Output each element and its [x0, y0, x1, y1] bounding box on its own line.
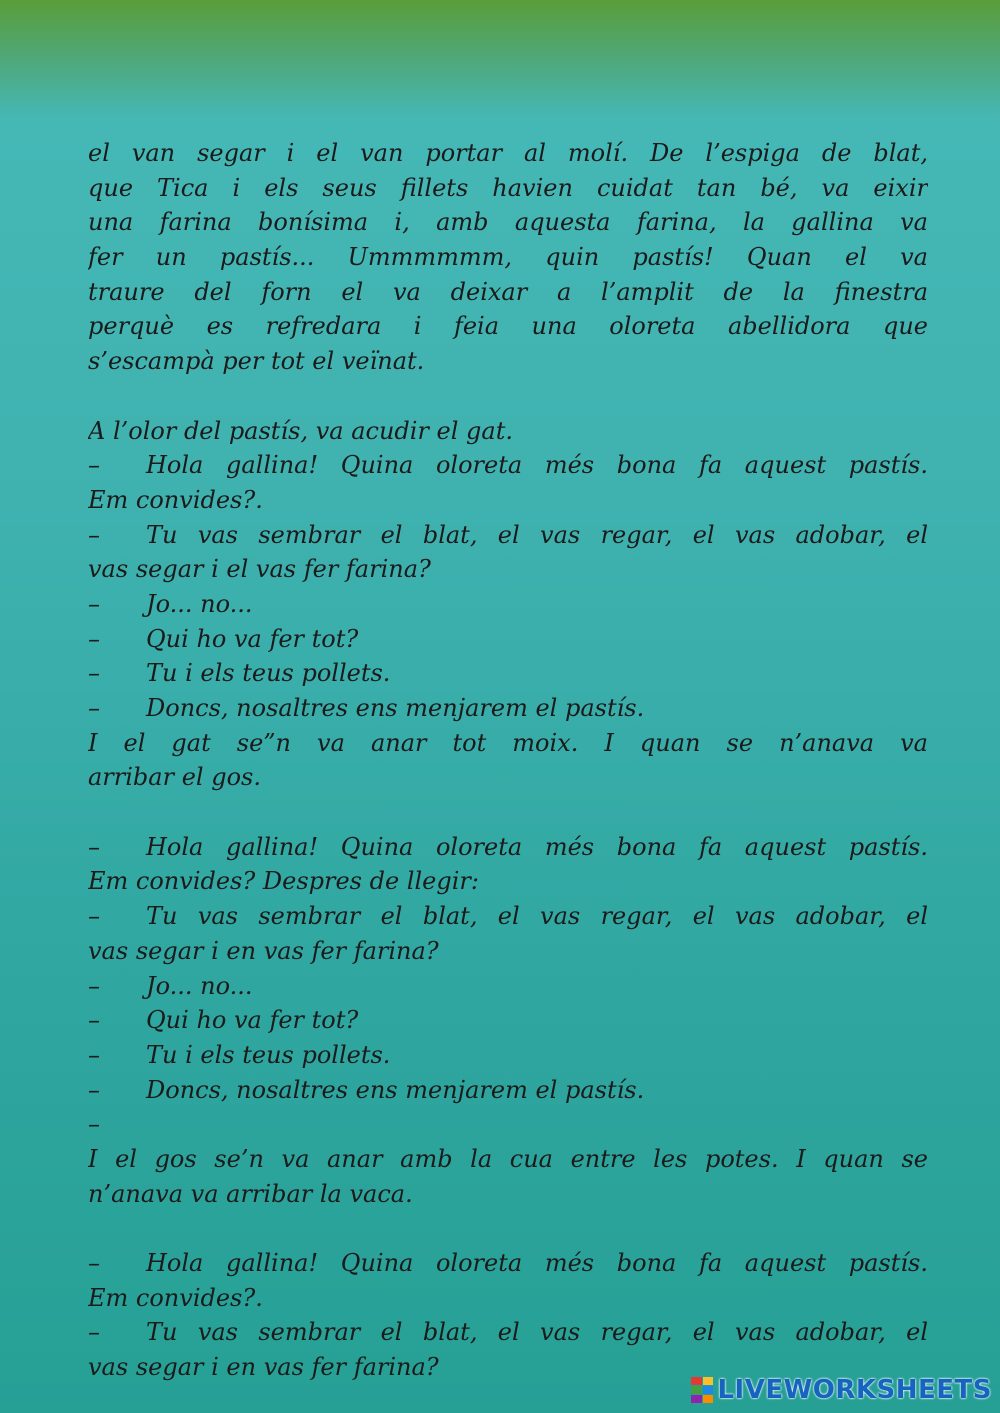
story-line-text: Hola gallina! Quina oloreta més bona fa aquest pastís. — [146, 1249, 928, 1277]
dialogue-dash: – — [88, 902, 100, 931]
story-line-text: Hola gallina! Quina oloreta més bona fa aquest pastís. — [146, 832, 928, 861]
story-line — [88, 1038, 928, 1073]
story-line — [88, 899, 928, 934]
story-line — [88, 934, 928, 969]
story-line-text: vas segar i en vas fer farina? — [88, 936, 439, 965]
blank-line — [88, 379, 928, 414]
story-line — [88, 830, 928, 865]
story-line-text: perquè es refredara i feia una oloreta abellidora que — [88, 312, 928, 341]
story-line-text: Qui ho va fer tot? — [146, 624, 359, 653]
dialogue-dash: – — [88, 659, 100, 688]
story-line-text: arribar el gos. — [88, 763, 261, 792]
story-line — [88, 587, 928, 622]
story-line — [88, 414, 928, 449]
story-line — [88, 1003, 928, 1038]
story-line — [88, 1142, 928, 1177]
story-line-text: el van segar i el van portar al molí. De l’espiga de blat, — [88, 139, 928, 167]
dialogue-dash: – — [88, 1040, 100, 1069]
story-line — [88, 622, 928, 657]
story-line — [88, 518, 928, 553]
story-line-text: una farina bonísima i, amb aquesta farina, la gallina va — [88, 208, 928, 237]
dialogue-dash: – — [88, 1075, 100, 1104]
story-line — [88, 1315, 928, 1350]
story-line — [88, 483, 928, 518]
story-line-text: Tu vas sembrar el blat, el vas regar, el vas adobar, el — [146, 1318, 928, 1347]
story-line-text: Doncs, nosaltres ens menjarem el pastís. — [146, 1075, 645, 1104]
story-line — [88, 1107, 928, 1142]
blank-line — [88, 795, 928, 830]
story-line — [88, 691, 928, 726]
dialogue-dash: – — [88, 1318, 100, 1347]
story-line-text: que Tica i els seus fillets havien cuidat tan bé, va eixir — [88, 173, 928, 202]
story-line — [88, 275, 928, 310]
story-line — [88, 171, 928, 206]
blank-line — [88, 1211, 928, 1246]
story-line-text: Tu i els teus pollets. — [146, 659, 391, 688]
story-line — [88, 656, 928, 691]
story-line-text: Em convides? Despres de llegir: — [88, 867, 479, 896]
story-line — [88, 309, 928, 344]
story-line — [88, 864, 928, 899]
story-line — [88, 136, 928, 171]
story-line-text: A l’olor del pastís, va acudir el gat. — [88, 416, 513, 445]
story-line-text: Jo... no... — [146, 589, 253, 618]
dialogue-dash: – — [88, 624, 100, 653]
story-line-text: n’anava va arribar la vaca. — [88, 1179, 413, 1208]
dialogue-dash: – — [88, 1006, 100, 1035]
story-text — [88, 136, 928, 1385]
story-line — [88, 448, 928, 483]
story-line-text: Tu vas sembrar el blat, el vas regar, el vas adobar, el — [146, 520, 928, 549]
story-line — [88, 344, 928, 379]
story-line-text: Jo... no... — [146, 971, 253, 1000]
story-line — [88, 969, 928, 1004]
dialogue-dash: – — [88, 694, 100, 722]
story-line-text: s’escampà per tot el veïnat. — [88, 347, 425, 376]
story-line — [88, 1246, 928, 1281]
watermark-text: LIVEWORKSHEETS — [717, 1375, 992, 1405]
story-line — [88, 1073, 928, 1108]
story-line — [88, 240, 928, 275]
story-line — [88, 205, 928, 240]
dialogue-dash: – — [88, 832, 100, 861]
dialogue-dash: – — [88, 1249, 100, 1277]
story-line — [88, 726, 928, 761]
liveworksheets-watermark — [691, 1375, 992, 1405]
story-line-text: vas segar i en vas fer farina? — [88, 1353, 439, 1382]
dialogue-dash: – — [88, 451, 100, 480]
dialogue-dash: – — [88, 1110, 100, 1139]
story-line-text: traure del forn el va deixar a l’amplit de la finestra — [88, 277, 928, 306]
story-line — [88, 1177, 928, 1212]
story-line-text: Doncs, nosaltres ens menjarem el pastís. — [146, 694, 645, 722]
dialogue-dash: – — [88, 971, 100, 1000]
story-line-text: Em convides?. — [88, 485, 263, 514]
story-line-text: Tu vas sembrar el blat, el vas regar, el vas adobar, el — [146, 902, 928, 931]
story-line — [88, 760, 928, 795]
liveworksheets-logo-icon — [691, 1377, 713, 1403]
story-line-text: Qui ho va fer tot? — [146, 1006, 359, 1035]
story-line-text: fer un pastís... Ummmmmm, quin pastís! Quan el va — [88, 243, 928, 272]
story-line-text: I el gos se’n va anar amb la cua entre les potes. I quan se — [88, 1144, 928, 1173]
story-line-text: Em convides?. — [88, 1283, 263, 1312]
dialogue-dash: – — [88, 520, 100, 549]
story-line — [88, 1281, 928, 1316]
story-line-text: vas segar i el vas fer farina? — [88, 555, 431, 584]
story-line — [88, 552, 928, 587]
story-line-text: I el gat se”n va anar tot moix. I quan se n’anava va — [88, 728, 928, 757]
story-line-text: Hola gallina! Quina oloreta més bona fa aquest pastís. — [146, 451, 928, 480]
story-line-text: Tu i els teus pollets. — [146, 1040, 391, 1069]
dialogue-dash: – — [88, 589, 100, 618]
